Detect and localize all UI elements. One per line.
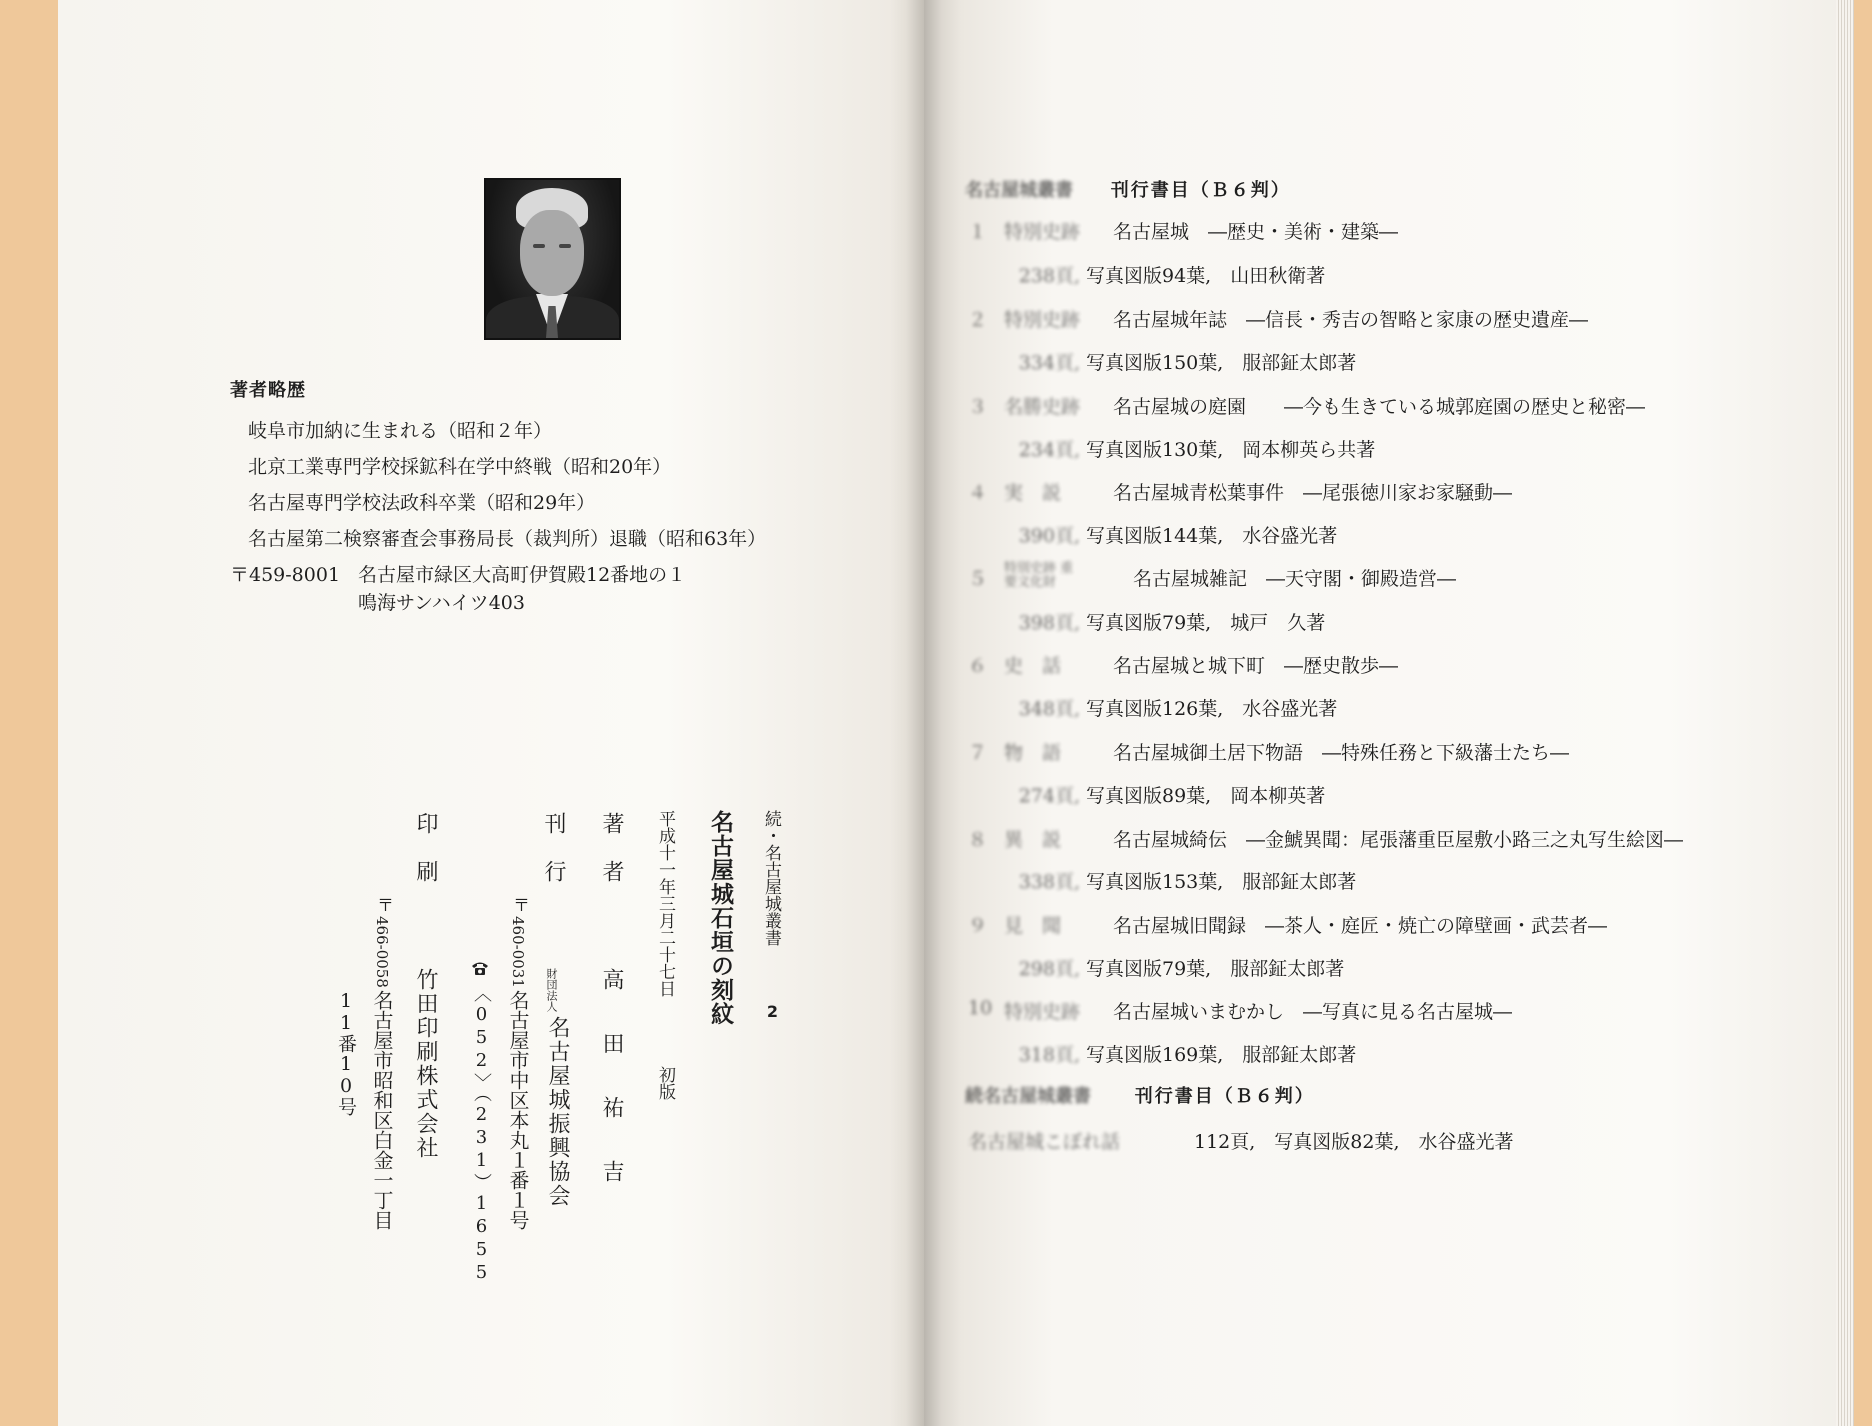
catalog-entry-pages: 238頁, [1018, 265, 1080, 287]
catalog-entry-title: 名古屋城青松葉事件 ―尾張徳川家お家騒動― [1113, 482, 1513, 504]
catalog-entry-info: 写真図版130葉, 岡本柳英ら共著 [1086, 439, 1376, 461]
author-profile-item: 名古屋第二検察審査会事務局長（裁判所）退職（昭和63年） [248, 528, 767, 550]
catalog-entry-category: 特別史跡 [1004, 1001, 1081, 1023]
colophon-publisher-prefix: 財団法人 [545, 968, 558, 1012]
colophon-publisher-postal-mark: 〒 [509, 896, 529, 913]
catalog-entry-title: 名古屋城雑記 ―天守閣・御殿造営― [1133, 568, 1457, 590]
catalog-entry-category: 名勝史跡 [1004, 396, 1081, 418]
book-gutter [906, 0, 942, 1426]
catalog-entry-title: 名古屋城 ―歴史・美術・建築― [1113, 221, 1399, 243]
catalog-entry-title: 名古屋城旧聞録 ―茶人・庭匠・焼亡の障壁画・武芸者― [1113, 915, 1608, 937]
catalog-second-entry-info: 112頁, 写真図版82葉, 水谷盛光著 [1194, 1131, 1514, 1153]
catalog-second-entry-title: 名古屋城こぼれ話 [968, 1131, 1121, 1153]
catalog-entry-category: 特別史跡 [1004, 309, 1081, 331]
catalog-entry-pages: 318頁, [1018, 1044, 1080, 1066]
catalog-entry-number: １ [968, 221, 988, 243]
catalog-entry-number: ３ [968, 396, 988, 418]
colophon-printer-address: 名古屋市昭和区白金一丁目 [370, 990, 394, 1230]
catalog-entry-pages: 390頁, [1018, 525, 1080, 547]
author-profile-item: 岐阜市加納に生まれる（昭和２年） [248, 420, 553, 442]
colophon-printer-label: 印 刷 [413, 812, 438, 884]
catalog-entry-number: ４ [968, 482, 988, 504]
catalog-entry-number: ２ [968, 309, 988, 331]
colophon-series: 続・名古屋城叢書 [761, 810, 781, 946]
catalog-second-heading [965, 1082, 1315, 1108]
catalog-entry-number: ７ [968, 742, 988, 764]
catalog-entry-pages: 274頁, [1018, 785, 1080, 807]
page-edge [1836, 0, 1854, 1426]
catalog-entry-info: 写真図版94葉, 山田秋衛著 [1086, 265, 1326, 287]
catalog-entry-info: 写真図版144葉, 水谷盛光著 [1086, 525, 1338, 547]
catalog-entry-info: 写真図版153葉, 服部鉦太郎著 [1086, 871, 1357, 893]
catalog-heading-label: 刊行書目（Ｂ６判） [1110, 180, 1291, 201]
catalog-entry-title: 名古屋城の庭園 ―今も生きている城郭庭園の歴史と秘密― [1113, 396, 1646, 418]
telephone-icon [471, 960, 489, 976]
catalog-series-label: 名古屋城叢書 [965, 180, 1073, 201]
colophon-printer-address: 11番10号 [335, 990, 357, 1116]
colophon-publisher-phone: 〈052〉（231）1655 [471, 984, 492, 1285]
author-address-line: 鳴海サンハイツ403 [358, 592, 525, 614]
author-postal-code: 〒459-8001 [230, 564, 341, 586]
colophon-series-number: 2 [763, 1002, 782, 1021]
colophon-publisher: 名古屋城振興協会 [545, 1016, 570, 1208]
portrait-eye [533, 244, 545, 248]
catalog-entry-category: 異 説 [1004, 829, 1062, 851]
catalog-entry-info: 写真図版126葉, 水谷盛光著 [1086, 698, 1338, 720]
author-address-line: 名古屋市緑区大高町伊賀殿12番地の１ [358, 564, 687, 586]
catalog-entry-pages: 298頁, [1018, 958, 1080, 980]
catalog-entry-title: 名古屋城年誌 ―信長・秀吉の智略と家康の歴史遺産― [1113, 309, 1589, 331]
catalog-entry-pages: 234頁, [1018, 439, 1080, 461]
catalog-entry-info: 写真図版79葉, 服部鉦太郎著 [1086, 958, 1345, 980]
catalog-entry-title: 名古屋城いまむかし ―写真に見る名古屋城― [1113, 1001, 1513, 1023]
catalog-entry-pages: 348頁, [1018, 698, 1080, 720]
catalog-entry-category: 特別史跡 [1004, 221, 1081, 243]
catalog-entry-number: ８ [968, 829, 988, 851]
catalog-entry-pages: 338頁, [1018, 871, 1080, 893]
catalog-entry-info: 写真図版150葉, 服部鉦太郎著 [1086, 352, 1357, 374]
colophon-printer-postal: 466-0058 [373, 916, 391, 988]
colophon-author-label: 著 者 [599, 812, 624, 884]
catalog-entry-info: 写真図版89葉, 岡本柳英著 [1086, 785, 1326, 807]
catalog-entry-category: 特別史跡 重要文化財 [1004, 561, 1074, 590]
catalog-heading [965, 176, 1291, 202]
colophon-publisher-postal: 460-0031 [509, 916, 527, 988]
colophon-author: 高 田 祐 吉 [599, 968, 624, 1192]
catalog-entry-number: 10 [968, 997, 993, 1019]
catalog-entry-category: 史 話 [1004, 655, 1062, 677]
catalog-entry-title: 名古屋城御土居下物語 ―特殊任務と下級藩士たち― [1113, 742, 1570, 764]
colophon-publisher-label: 刊 行 [541, 812, 566, 884]
catalog-entry-category: 実 説 [1004, 482, 1062, 504]
catalog-entry-title: 名古屋城と城下町 ―歴史散歩― [1113, 655, 1399, 677]
catalog-entry-pages: 334頁, [1018, 352, 1080, 374]
colophon-publisher-address: 名古屋市中区本丸１番１号 [506, 990, 530, 1230]
catalog-entry-category: 物 語 [1004, 742, 1062, 764]
author-portrait [484, 178, 621, 340]
catalog-entry-title: 名古屋城綺伝 ―金鯱異聞：尾張藩重臣屋敷小路三之丸写生絵図― [1113, 829, 1684, 851]
catalog-entry-number: ６ [968, 655, 988, 677]
author-profile-item: 北京工業専門学校採鉱科在学中終戦（昭和20年） [248, 456, 672, 478]
colophon-printer-postal-mark: 〒 [373, 896, 393, 913]
portrait-face [520, 210, 584, 296]
author-profile-heading: 著者略歴 [230, 380, 306, 401]
colophon-title: 名古屋城石垣の刻紋 [707, 810, 733, 1026]
catalog-entry-category: 見 聞 [1004, 915, 1062, 937]
colophon-date: 平成十一年三月二十七日 [655, 810, 675, 997]
catalog-second-series-label: 続名古屋城叢書 [965, 1086, 1091, 1107]
catalog-entry-info: 写真図版169葉, 服部鉦太郎著 [1086, 1044, 1357, 1066]
catalog-entry-pages: 398頁, [1018, 612, 1080, 634]
catalog-entry-info: 写真図版79葉, 城戸 久著 [1086, 612, 1326, 634]
portrait-eye [559, 244, 571, 248]
colophon-edition: 初版 [655, 1066, 675, 1100]
catalog-entry-number: ９ [968, 915, 988, 937]
catalog-second-heading-label: 刊行書目（Ｂ６判） [1134, 1086, 1315, 1107]
catalog-entry-number: ５ [968, 568, 988, 590]
author-profile-item: 名古屋専門学校法政科卒業（昭和29年） [248, 492, 596, 514]
colophon-printer: 竹田印刷株式会社 [413, 968, 438, 1160]
